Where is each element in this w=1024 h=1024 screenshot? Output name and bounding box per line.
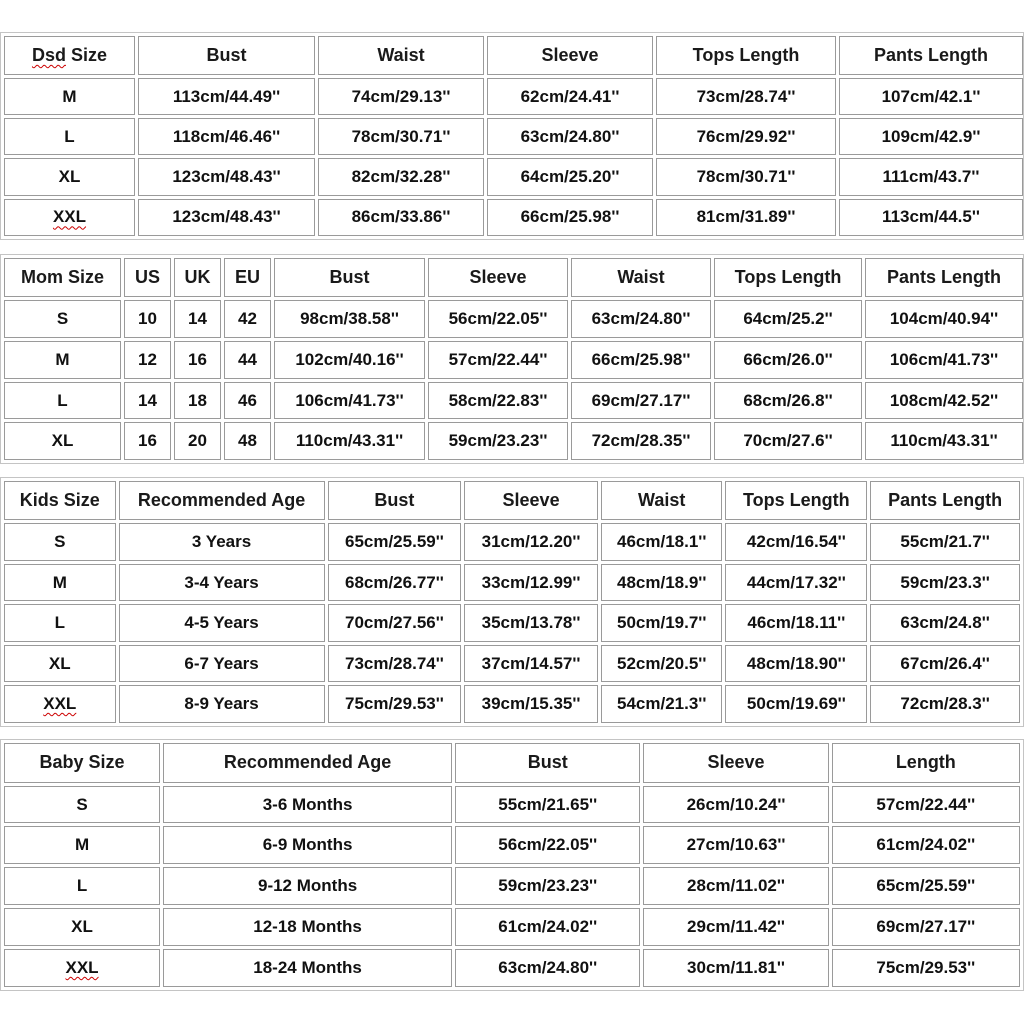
table-cell: 55cm/21.7'' xyxy=(870,523,1020,561)
table-cell: 59cm/23.23'' xyxy=(428,422,568,460)
table-cell: 58cm/22.83'' xyxy=(428,382,568,420)
table-cell: 14 xyxy=(124,382,171,420)
header-row xyxy=(4,36,1023,75)
table-row xyxy=(4,158,1023,195)
size-label: M xyxy=(4,564,116,602)
table-row xyxy=(4,564,1020,602)
table-cell: 46cm/18.11'' xyxy=(725,604,867,642)
kids-size-block xyxy=(0,477,1024,727)
table-cell: 69cm/27.17'' xyxy=(832,908,1020,946)
kids-size-table xyxy=(1,478,1023,726)
table-cell: 66cm/26.0'' xyxy=(714,341,862,379)
dsd-size-table xyxy=(1,33,1024,239)
table-cell: 42cm/16.54'' xyxy=(725,523,867,561)
baby-size-table xyxy=(1,740,1023,990)
column-header-waist: Waist xyxy=(601,481,723,520)
size-label: XL xyxy=(4,645,116,683)
size-label: M xyxy=(4,78,135,115)
table-cell: 30cm/11.81'' xyxy=(643,949,828,987)
table-cell: 3 Years xyxy=(119,523,325,561)
size-label: S xyxy=(4,300,121,338)
header-row xyxy=(4,258,1023,297)
table-row xyxy=(4,300,1023,338)
table-row xyxy=(4,523,1020,561)
table-cell: 70cm/27.6'' xyxy=(714,422,862,460)
table-cell: 63cm/24.8'' xyxy=(870,604,1020,642)
table-cell: 113cm/44.5'' xyxy=(839,199,1023,236)
column-header-recommended-age: Recommended Age xyxy=(163,743,452,783)
size-label: XL xyxy=(4,158,135,195)
column-header-tops-length: Tops Length xyxy=(714,258,862,297)
mom-size-block xyxy=(0,254,1024,464)
column-header-baby-size: Baby Size xyxy=(4,743,160,783)
table-cell: 46 xyxy=(224,382,271,420)
table-row xyxy=(4,341,1023,379)
table-cell: 104cm/40.94'' xyxy=(865,300,1023,338)
table-cell: 48cm/18.9'' xyxy=(601,564,723,602)
table-cell: 111cm/43.7'' xyxy=(839,158,1023,195)
table-cell: 6-9 Months xyxy=(163,826,452,864)
table-cell: 61cm/24.02'' xyxy=(832,826,1020,864)
table-row xyxy=(4,685,1020,723)
table-cell: 63cm/24.80'' xyxy=(455,949,640,987)
table-cell: 62cm/24.41'' xyxy=(487,78,653,115)
size-label: S xyxy=(4,523,116,561)
table-cell: 3-4 Years xyxy=(119,564,325,602)
table-cell: 65cm/25.59'' xyxy=(832,867,1020,905)
table-row xyxy=(4,78,1023,115)
table-cell: 57cm/22.44'' xyxy=(832,786,1020,824)
table-cell: 50cm/19.69'' xyxy=(725,685,867,723)
spellcheck-underlined-text: XXL xyxy=(52,207,87,227)
table-cell: 106cm/41.73'' xyxy=(274,382,425,420)
table-cell: 74cm/29.13'' xyxy=(318,78,484,115)
size-label: L xyxy=(4,382,121,420)
size-label: L xyxy=(4,604,116,642)
column-header-bust: Bust xyxy=(328,481,462,520)
header-row xyxy=(4,481,1020,520)
baby-size-block xyxy=(0,739,1024,991)
column-header-length: Length xyxy=(832,743,1020,783)
table-cell: 33cm/12.99'' xyxy=(464,564,598,602)
column-header-sleeve: Sleeve xyxy=(643,743,828,783)
table-cell: 75cm/29.53'' xyxy=(328,685,462,723)
spellcheck-underlined-text: XXL xyxy=(65,958,99,978)
table-cell: 66cm/25.98'' xyxy=(571,341,711,379)
size-label xyxy=(4,949,160,987)
column-header-pants-length: Pants Length xyxy=(839,36,1023,75)
table-cell: 72cm/28.35'' xyxy=(571,422,711,460)
table-cell: 65cm/25.59'' xyxy=(328,523,462,561)
table-cell: 78cm/30.71'' xyxy=(656,158,836,195)
table-cell: 35cm/13.78'' xyxy=(464,604,598,642)
table-cell: 106cm/41.73'' xyxy=(865,341,1023,379)
table-row xyxy=(4,908,1020,946)
column-header-bust: Bust xyxy=(274,258,425,297)
table-cell: 4-5 Years xyxy=(119,604,325,642)
table-row xyxy=(4,199,1023,236)
table-cell: 10 xyxy=(124,300,171,338)
header-row xyxy=(4,743,1020,783)
table-cell: 26cm/10.24'' xyxy=(643,786,828,824)
column-header-sleeve: Sleeve xyxy=(428,258,568,297)
table-cell: 66cm/25.98'' xyxy=(487,199,653,236)
table-cell: 8-9 Years xyxy=(119,685,325,723)
table-row xyxy=(4,949,1020,987)
table-cell: 14 xyxy=(174,300,221,338)
table-row xyxy=(4,645,1020,683)
table-cell: 3-6 Months xyxy=(163,786,452,824)
table-row xyxy=(4,118,1023,155)
table-cell: 118cm/46.46'' xyxy=(138,118,315,155)
table-cell: 46cm/18.1'' xyxy=(601,523,723,561)
table-cell: 81cm/31.89'' xyxy=(656,199,836,236)
column-header-uk: UK xyxy=(174,258,221,297)
dsd-size-block xyxy=(0,32,1024,240)
table-cell: 59cm/23.23'' xyxy=(455,867,640,905)
mom-size-table xyxy=(1,255,1024,463)
table-cell: 12-18 Months xyxy=(163,908,452,946)
table-cell: 63cm/24.80'' xyxy=(571,300,711,338)
table-cell: 123cm/48.43'' xyxy=(138,158,315,195)
table-cell: 6-7 Years xyxy=(119,645,325,683)
column-header-dsd-size: Dsd Size xyxy=(4,36,135,75)
table-cell: 52cm/20.5'' xyxy=(601,645,723,683)
column-header-recommended-age: Recommended Age xyxy=(119,481,325,520)
column-header-tops-length: Tops Length xyxy=(725,481,867,520)
size-label: L xyxy=(4,867,160,905)
table-row xyxy=(4,382,1023,420)
table-cell: 67cm/26.4'' xyxy=(870,645,1020,683)
table-cell: 42 xyxy=(224,300,271,338)
size-label: XL xyxy=(4,908,160,946)
column-header-kids-size: Kids Size xyxy=(4,481,116,520)
table-row xyxy=(4,826,1020,864)
table-cell: 123cm/48.43'' xyxy=(138,199,315,236)
table-cell: 69cm/27.17'' xyxy=(571,382,711,420)
table-cell: 54cm/21.3'' xyxy=(601,685,723,723)
table-row xyxy=(4,422,1023,460)
column-header-sleeve: Sleeve xyxy=(487,36,653,75)
table-cell: 39cm/15.35'' xyxy=(464,685,598,723)
size-label: M xyxy=(4,826,160,864)
table-cell: 72cm/28.3'' xyxy=(870,685,1020,723)
table-cell: 61cm/24.02'' xyxy=(455,908,640,946)
table-cell: 98cm/38.58'' xyxy=(274,300,425,338)
table-cell: 108cm/42.52'' xyxy=(865,382,1023,420)
column-header-bust: Bust xyxy=(455,743,640,783)
table-cell: 64cm/25.20'' xyxy=(487,158,653,195)
table-cell: 29cm/11.42'' xyxy=(643,908,828,946)
table-cell: 102cm/40.16'' xyxy=(274,341,425,379)
table-cell: 37cm/14.57'' xyxy=(464,645,598,683)
table-cell: 56cm/22.05'' xyxy=(428,300,568,338)
table-cell: 82cm/32.28'' xyxy=(318,158,484,195)
table-cell: 57cm/22.44'' xyxy=(428,341,568,379)
table-cell: 78cm/30.71'' xyxy=(318,118,484,155)
table-cell: 31cm/12.20'' xyxy=(464,523,598,561)
table-cell: 113cm/44.49'' xyxy=(138,78,315,115)
table-cell: 76cm/29.92'' xyxy=(656,118,836,155)
table-row xyxy=(4,786,1020,824)
size-label: XL xyxy=(4,422,121,460)
table-cell: 44cm/17.32'' xyxy=(725,564,867,602)
column-header-pants-length: Pants Length xyxy=(870,481,1020,520)
size-label xyxy=(4,199,135,236)
column-header-sleeve: Sleeve xyxy=(464,481,598,520)
table-cell: 44 xyxy=(224,341,271,379)
table-cell: 110cm/43.31'' xyxy=(274,422,425,460)
column-header-mom-size: Mom Size xyxy=(4,258,121,297)
table-cell: 86cm/33.86'' xyxy=(318,199,484,236)
table-cell: 18-24 Months xyxy=(163,949,452,987)
table-cell: 48 xyxy=(224,422,271,460)
table-cell: 68cm/26.8'' xyxy=(714,382,862,420)
size-label xyxy=(4,685,116,723)
table-cell: 73cm/28.74'' xyxy=(328,645,462,683)
spellcheck-underlined-text: Dsd xyxy=(31,44,66,65)
table-cell: 9-12 Months xyxy=(163,867,452,905)
spellcheck-underlined-text: XXL xyxy=(43,694,77,714)
table-cell: 28cm/11.02'' xyxy=(643,867,828,905)
table-cell: 110cm/43.31'' xyxy=(865,422,1023,460)
table-row xyxy=(4,867,1020,905)
table-cell: 70cm/27.56'' xyxy=(328,604,462,642)
table-cell: 59cm/23.3'' xyxy=(870,564,1020,602)
table-cell: 63cm/24.80'' xyxy=(487,118,653,155)
column-header-pants-length: Pants Length xyxy=(865,258,1023,297)
column-header-bust: Bust xyxy=(138,36,315,75)
column-header-eu: EU xyxy=(224,258,271,297)
table-cell: 109cm/42.9'' xyxy=(839,118,1023,155)
table-cell: 56cm/22.05'' xyxy=(455,826,640,864)
table-cell: 18 xyxy=(174,382,221,420)
size-label: L xyxy=(4,118,135,155)
size-label: S xyxy=(4,786,160,824)
table-cell: 20 xyxy=(174,422,221,460)
column-header-us: US xyxy=(124,258,171,297)
table-cell: 50cm/19.7'' xyxy=(601,604,723,642)
size-label: M xyxy=(4,341,121,379)
table-cell: 12 xyxy=(124,341,171,379)
column-header-tops-length: Tops Length xyxy=(656,36,836,75)
column-header-waist: Waist xyxy=(318,36,484,75)
table-cell: 64cm/25.2'' xyxy=(714,300,862,338)
table-cell: 48cm/18.90'' xyxy=(725,645,867,683)
table-cell: 27cm/10.63'' xyxy=(643,826,828,864)
table-cell: 73cm/28.74'' xyxy=(656,78,836,115)
table-cell: 107cm/42.1'' xyxy=(839,78,1023,115)
table-row xyxy=(4,604,1020,642)
table-cell: 16 xyxy=(174,341,221,379)
table-cell: 75cm/29.53'' xyxy=(832,949,1020,987)
column-header-waist: Waist xyxy=(571,258,711,297)
table-cell: 16 xyxy=(124,422,171,460)
table-cell: 68cm/26.77'' xyxy=(328,564,462,602)
table-cell: 55cm/21.65'' xyxy=(455,786,640,824)
